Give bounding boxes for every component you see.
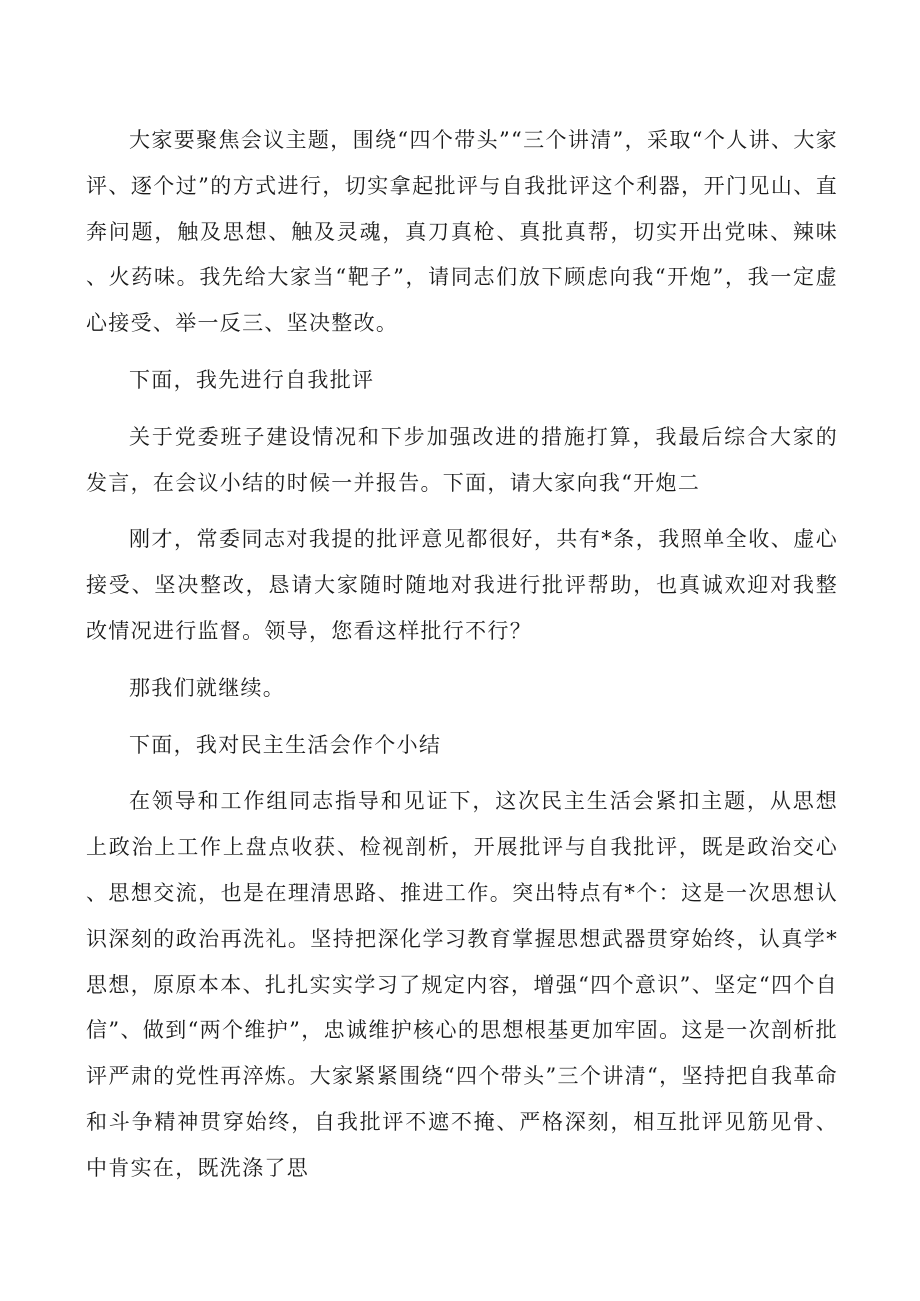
paragraph-meeting-instructions: 大家要聚焦会议主题，围绕“四个带头”“三个讲清”，采取“个人讲、大家评、逐个过”的方式进行，切实拿起批评与自我批评这个利器，开门见山、直奔问题，触及思想、触及灵魂，真刀真枪、真批真帮，切实开出党味、辣味、火药味。我先给大家当“靶子”，请同志们放下顾虑向我“开炮”，我一定虚心接受、举一反三、坚决整改。 [86, 128, 838, 336]
paragraph-continue: 那我们就继续。 [129, 675, 286, 700]
paragraph-committee-report: 关于党委班子建设情况和下步加强改进的措施打算，我最后综合大家的发言，在会议小结的时候一并报告。下面，请大家向我“开炮二 [86, 424, 838, 495]
paragraph-self-criticism-intro: 下面，我先进行自我批评 [129, 367, 375, 392]
paragraph-response-to-criticism: 刚才，常委同志对我提的批评意见都很好，共有*条，我照单全收、虚心接受、坚决整改，恳请大家随时随地对我进行批评帮助，也真诚欢迎对我整改情况进行监督。领导，您看这样批行不行？ [86, 527, 838, 643]
paragraph-meeting-summary: 在领导和工作组同志指导和见证下，这次民主生活会紧扣主题，从思想上政治上工作上盘点收获、检视剖析，开展批评与自我批评，既是政治交心、思想交流，也是在理清思路、推进工作。突出特点有*个：这是一次思想认识深刻的政治再洗礼。坚持把深化学习教育掌握思想武器贯穿始终，认真学*思想，原原本本、扎扎实实学习了规定内容，增强“四个意识”、坚定“四个自信”、做到“两个维护”，忠诚维护核心的思想根基更加牢固。这是一次剖析批评严肃的党性再淬炼。大家紧紧围绕“四个带头”三个讲清“，坚持把自我革命和斗争精神贯穿始终，自我批评不遮不掩、严格深刻，相互批评见筋见骨、中肯实在，既洗涤了思 [86, 789, 838, 1180]
paragraph-summary-intro: 下面，我对民主生活会作个小结 [129, 732, 442, 757]
document-page [86, 118, 838, 1203]
